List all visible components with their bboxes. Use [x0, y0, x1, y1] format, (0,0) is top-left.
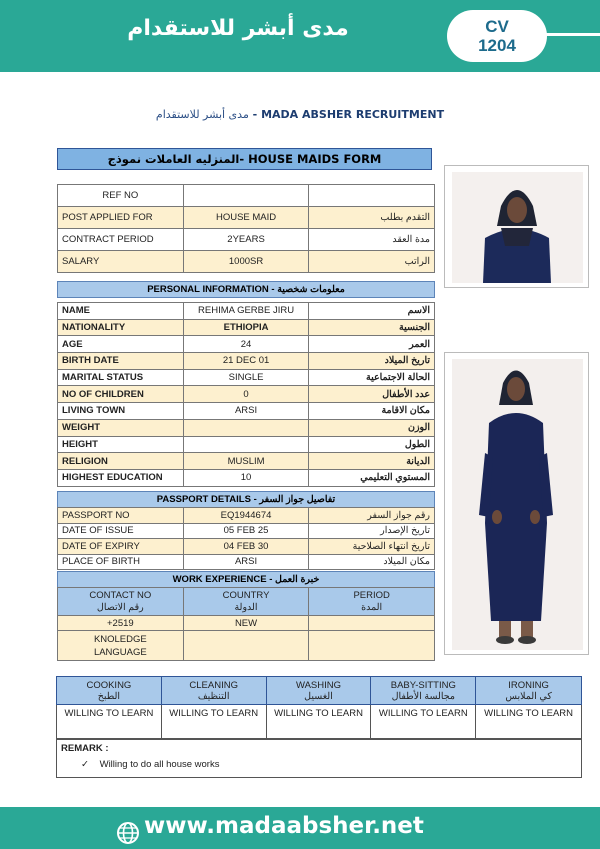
check-icon: ✓: [81, 759, 89, 770]
knowledge-extra: [309, 631, 435, 661]
country-label: COUNTRY: [222, 589, 270, 601]
remark-box: [56, 739, 582, 778]
skill-arabic: التنظيف: [197, 690, 230, 702]
weight-arabic: الوزن: [309, 419, 435, 436]
post-value: HOUSE MAID: [183, 207, 309, 229]
skill-ironing-value: WILLING TO LEARN: [476, 705, 582, 739]
education-value: 10: [183, 469, 309, 486]
marital-value: SINGLE: [183, 369, 309, 386]
portrait-photo: [444, 165, 589, 288]
table-row: [58, 185, 435, 207]
contract-arabic: مدة العقد: [309, 229, 435, 251]
table-row: [58, 336, 435, 353]
work-header-period: [309, 588, 435, 616]
skill-name: CLEANING: [189, 679, 238, 691]
children-value: 0: [183, 386, 309, 403]
table-row: [58, 523, 435, 539]
issue-value: 05 FEB 25: [183, 523, 309, 539]
pob-arabic: مكان الميلاد: [309, 554, 435, 570]
table-row: [58, 419, 435, 436]
marital-arabic: الحالة الاجتماعية: [309, 369, 435, 386]
skill-arabic: الطبخ: [97, 690, 121, 702]
religion-label: RELIGION: [58, 453, 184, 470]
religion-arabic: الديانة: [309, 453, 435, 470]
form-title: المنزليه العاملات نموذج- HOUSE MAIDS FORM: [57, 148, 432, 170]
footer-banner: [0, 807, 600, 849]
full-body-photo: [444, 352, 589, 655]
skill-washing-header: [266, 677, 371, 705]
birthdate-label: BIRTH DATE: [58, 353, 184, 370]
table-row: [58, 229, 435, 251]
skill-name: IRONING: [508, 679, 549, 691]
language-label: LANGUAGE: [93, 646, 147, 658]
name-value: REHIMA GERBE JIRU: [183, 303, 309, 320]
ref-arabic: [309, 185, 435, 207]
height-label: HEIGHT: [58, 436, 184, 453]
name-arabic: الاسم: [309, 303, 435, 320]
passport-no-label: PASSPORT NO: [58, 508, 184, 524]
marital-label: MARITAL STATUS: [58, 369, 184, 386]
divider-line: [540, 33, 600, 36]
table-row: [58, 403, 435, 420]
agency-name-arabic: مدى أبشر للاستقدام: [155, 108, 249, 121]
education-arabic: المستوي التعليمي: [309, 469, 435, 486]
full-body-figure: [445, 353, 590, 656]
table-row: [58, 369, 435, 386]
portrait-figure: [445, 166, 590, 289]
work-table: [57, 587, 435, 661]
salary-arabic: الراتب: [309, 251, 435, 273]
age-arabic: العمر: [309, 336, 435, 353]
skill-washing-value: WILLING TO LEARN: [266, 705, 371, 739]
passport-section-header: PASSPORT DETAILS - تفاصيل جواز السفر: [57, 491, 435, 508]
town-label: LIVING TOWN: [58, 403, 184, 420]
table-row: [58, 616, 435, 631]
education-label: HIGHEST EDUCATION: [58, 469, 184, 486]
table-row: [58, 436, 435, 453]
table-row: [58, 353, 435, 370]
table-row: [58, 588, 435, 616]
agency-subheading: [130, 108, 470, 121]
birthdate-arabic: تاريخ الميلاد: [309, 353, 435, 370]
remark-title: REMARK :: [61, 743, 109, 754]
post-arabic: التقدم بطلب: [309, 207, 435, 229]
nationality-value: ETHIOPIA: [183, 319, 309, 336]
contact-value: +2519: [58, 616, 184, 631]
skill-name: WASHING: [295, 679, 342, 691]
agency-name-english: MADA ABSHER RECRUITMENT: [261, 108, 445, 121]
ref-value: [183, 185, 309, 207]
skill-cleaning-header: [161, 677, 266, 705]
religion-value: MUSLIM: [183, 453, 309, 470]
passport-no-value: EQ1944674: [183, 508, 309, 524]
table-row: [58, 508, 435, 524]
table-row: [58, 303, 435, 320]
expiry-arabic: تاريخ انتهاء الصلاحية: [309, 539, 435, 555]
issue-arabic: تاريخ الإصدار: [309, 523, 435, 539]
passport-table: [57, 507, 435, 570]
birthdate-value: 21 DEC 01: [183, 353, 309, 370]
nationality-arabic: الجنسية: [309, 319, 435, 336]
agency-dash: -: [248, 108, 262, 121]
cv-label: CV: [485, 17, 509, 36]
remark-text: Willing to do all house works: [99, 759, 220, 770]
town-arabic: مكان الاقامة: [309, 403, 435, 420]
height-value: [183, 436, 309, 453]
ref-label: REF NO: [58, 185, 184, 207]
job-table: [57, 184, 435, 273]
knowledge-label: KNOLEDGE: [93, 633, 147, 645]
skill-cleaning-value: WILLING TO LEARN: [161, 705, 266, 739]
table-row: [58, 453, 435, 470]
children-label: NO OF CHILDREN: [58, 386, 184, 403]
cv-badge: [447, 10, 547, 62]
salary-value: 1000SR: [183, 251, 309, 273]
contract-value: 2YEARS: [183, 229, 309, 251]
skill-cooking-value: WILLING TO LEARN: [57, 705, 162, 739]
skill-ironing-header: [476, 677, 582, 705]
knowledge-language-label: [58, 631, 184, 661]
contact-label-arabic: رقم الاتصال: [96, 601, 144, 613]
period-label: PERIOD: [353, 589, 390, 601]
expiry-label: DATE OF EXPIRY: [58, 539, 184, 555]
contact-label: CONTACT NO: [89, 589, 152, 601]
skill-babysitting-header: [371, 677, 476, 705]
skill-name: COOKING: [86, 679, 132, 691]
name-label: NAME: [58, 303, 184, 320]
table-row: [58, 631, 435, 661]
country-label-arabic: الدولة: [234, 601, 258, 613]
pob-value: ARSI: [183, 554, 309, 570]
age-label: AGE: [58, 336, 184, 353]
skills-header-row: [57, 677, 582, 705]
table-row: [58, 386, 435, 403]
work-header-contact: [58, 588, 184, 616]
table-row: [58, 319, 435, 336]
age-value: 24: [183, 336, 309, 353]
expiry-value: 04 FEB 30: [183, 539, 309, 555]
children-arabic: عدد الأطفال: [309, 386, 435, 403]
post-label: POST APPLIED FOR: [58, 207, 184, 229]
skill-babysitting-value: WILLING TO LEARN: [371, 705, 476, 739]
brand-title: مدى أبشر للاستقدام: [127, 16, 349, 41]
pob-label: PLACE OF BIRTH: [58, 554, 184, 570]
website-link[interactable]: www.madaabsher.net: [144, 813, 424, 839]
skill-arabic: مجالسة الأطفال: [391, 690, 456, 702]
work-header-country: [183, 588, 309, 616]
skills-value-row: [57, 705, 582, 739]
table-row: [58, 469, 435, 486]
period-label-arabic: المدة: [361, 601, 383, 613]
weight-value: [183, 419, 309, 436]
globe-icon: [116, 821, 140, 845]
nationality-label: NATIONALITY: [58, 319, 184, 336]
table-row: [58, 554, 435, 570]
country-value: NEW: [183, 616, 309, 631]
issue-label: DATE OF ISSUE: [58, 523, 184, 539]
town-value: ARSI: [183, 403, 309, 420]
contract-label: CONTRACT PERIOD: [58, 229, 184, 251]
skill-arabic: الغسيل: [304, 690, 333, 702]
personal-section-header: PERSONAL INFORMATION - معلومات شخصية: [57, 281, 435, 298]
personal-table: [57, 302, 435, 487]
period-value: [309, 616, 435, 631]
remark-line: [61, 759, 577, 770]
table-row: [58, 539, 435, 555]
skill-cooking-header: [57, 677, 162, 705]
skill-arabic: كي الملابس: [505, 690, 552, 702]
skills-table: [56, 676, 582, 739]
knowledge-value: [183, 631, 309, 661]
table-row: [58, 207, 435, 229]
table-row: [58, 251, 435, 273]
height-arabic: الطول: [309, 436, 435, 453]
weight-label: WEIGHT: [58, 419, 184, 436]
top-banner: [0, 0, 600, 72]
salary-label: SALARY: [58, 251, 184, 273]
skill-name: BABY-SITTING: [390, 679, 456, 691]
work-section-header: WORK EXPERIENCE - خبرة العمل: [57, 571, 435, 588]
passport-no-arabic: رقم جواز السفر: [309, 508, 435, 524]
cv-number: 1204: [478, 36, 516, 55]
